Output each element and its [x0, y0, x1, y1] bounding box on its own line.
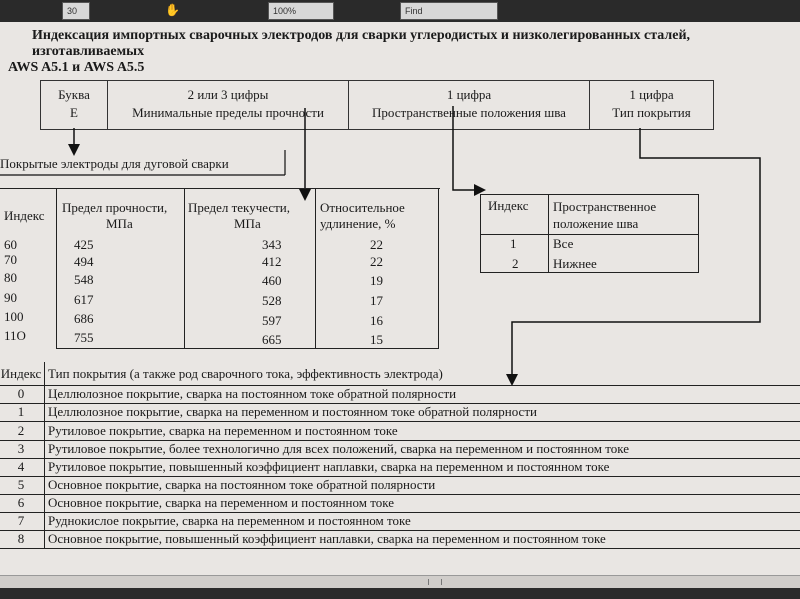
coating-cell-index: 7 — [17, 513, 25, 528]
grid-line — [315, 188, 316, 348]
strength-cell-tensile: 617 — [74, 292, 94, 307]
strength-header-yield: Предел текучести, — [188, 200, 290, 215]
coating-cell-index: 1 — [17, 404, 25, 419]
strength-cell-index: 100 — [4, 309, 24, 324]
coating-cell-desc: Целлюлозное покрытие, сварка на постоянном токе обратной полярности — [48, 386, 457, 401]
strength-cell-tensile: 494 — [74, 254, 94, 269]
coating-cell-desc: Руднокислое покрытие, сварка на переменном и постоянном токе — [48, 513, 411, 528]
coating-cell-desc: Рутиловое покрытие, сварка на переменном и постоянном токе — [48, 423, 398, 438]
scheme-cell-bottom: E — [70, 105, 78, 120]
coating-cell-index: 3 — [17, 441, 25, 456]
coating-row — [0, 441, 800, 459]
scheme-cell-top: Буква — [58, 87, 90, 102]
strength-cell-yield: 343 — [262, 237, 282, 252]
strength-cell-index: 11O — [4, 328, 26, 343]
arrow-coating — [512, 128, 760, 380]
strength-cell-index: 90 — [4, 290, 17, 305]
grid-line — [480, 194, 698, 195]
grid-line — [56, 348, 439, 349]
horizontal-scrollbar[interactable] — [0, 575, 800, 588]
position-header-value-2: положение шва — [553, 216, 639, 231]
scheme-cell-bottom: Минимальные пределы прочности — [132, 105, 324, 120]
title-line-2: AWS A5.1 и AWS A5.5 — [8, 60, 145, 75]
strength-cell-elongation: 19 — [370, 273, 383, 288]
grid-line — [480, 234, 698, 235]
strength-header-tensile: Предел прочности, — [62, 200, 168, 215]
grid-line — [438, 188, 439, 348]
strength-cell-elongation: 15 — [370, 332, 383, 347]
coating-row — [0, 495, 800, 513]
coating-row — [0, 423, 800, 441]
coating-row — [0, 386, 800, 404]
coating-row — [0, 477, 800, 495]
hand-tool-icon[interactable]: ✋ — [165, 3, 180, 17]
coating-cell-desc: Основное покрытие, сварка на постоянном токе обратной полярности — [48, 477, 436, 492]
strength-cell-elongation: 22 — [370, 237, 383, 252]
coating-cell-index: 0 — [17, 386, 25, 401]
strength-header-elongation: Относительное — [320, 200, 405, 215]
coating-cell-index: 5 — [17, 477, 25, 492]
coating-row — [0, 459, 800, 477]
zoom-field[interactable]: 100% — [268, 2, 334, 20]
coating-cell-desc: Рутиловое покрытие, более технологично для всех положений, сварка на переменном и постоянном токе — [48, 441, 630, 456]
position-header-value: Пространственное — [553, 199, 657, 214]
grid-line — [56, 188, 57, 348]
title-line-1: Индексация импортных сварочных электродов для сварки углеродистых и низколегированных сталей, изготавливаемых — [32, 28, 691, 59]
strength-cell-tensile: 425 — [74, 237, 94, 252]
grid-line — [184, 188, 185, 348]
scheme-cell-top: 1 цифра — [446, 87, 492, 102]
position-header-index: Индекс — [488, 198, 529, 213]
arrow-position — [453, 106, 480, 190]
coating-header-desc: Тип покрытия (а также род сварочного тока, эффективность электрода) — [48, 366, 443, 381]
position-cell-index: 1 — [510, 236, 517, 251]
find-input[interactable]: Find — [400, 2, 498, 20]
coating-row — [0, 531, 800, 549]
electrodes-label: Покрытые электроды для дуговой сварки — [0, 156, 229, 171]
position-cell-value: Нижнее — [553, 256, 597, 271]
grid-line — [548, 194, 549, 273]
coating-cell-index: 2 — [17, 423, 25, 438]
page-number-field[interactable]: 30 — [62, 2, 90, 20]
strength-cell-elongation: 16 — [370, 313, 383, 328]
strength-cell-index: 70 — [4, 252, 17, 267]
position-cell-value: Все — [553, 236, 574, 251]
scheme-cell-bottom: Тип покрытия — [612, 105, 691, 120]
grid-line — [480, 194, 481, 273]
scheme-cell-bottom: Пространственные положения шва — [372, 105, 566, 120]
grid-line — [480, 272, 698, 273]
taskbar — [0, 588, 800, 599]
scheme-cell-top: 1 цифра — [629, 87, 674, 102]
coating-row — [0, 513, 800, 531]
scheme-cell-top: 2 или 3 цифры — [187, 87, 269, 102]
strength-cell-elongation: 17 — [370, 293, 383, 308]
strength-cell-tensile: 755 — [74, 330, 94, 345]
coating-cell-desc: Основное покрытие, сварка на переменном и постоянном токе — [48, 495, 394, 510]
strength-header-tensile-unit: МПа — [106, 216, 133, 231]
position-cell-index: 2 — [512, 256, 519, 271]
strength-cell-yield: 597 — [262, 313, 282, 328]
coating-cell-index: 8 — [17, 531, 25, 546]
coating-cell-desc: Рутиловое покрытие, повышенный коэффициент наплавки, сварка на переменном и постоянном токе — [48, 459, 610, 474]
grid-line — [0, 188, 440, 189]
coating-row — [0, 404, 800, 422]
coating-cell-desc: Основное покрытие, повышенный коэффициент наплавки, сварка на переменном и постоянном токе — [48, 531, 606, 546]
strength-cell-tensile: 686 — [74, 311, 94, 326]
strength-cell-yield: 460 — [262, 273, 282, 288]
coating-cell-desc: Целлюлозное покрытие, сварка на переменном и постоянном токе обратной полярности — [48, 404, 537, 419]
coating-header-row — [0, 366, 800, 384]
scrollbar-thumb-grip[interactable] — [428, 579, 442, 585]
strength-header-elongation-unit: удлинение, % — [320, 216, 396, 231]
strength-cell-yield: 412 — [262, 254, 282, 269]
coating-header-index: Индекс — [0, 366, 42, 381]
strength-header-index: Индекс — [4, 208, 45, 223]
strength-header-yield-unit: МПа — [234, 216, 261, 231]
strength-cell-index: 80 — [4, 270, 17, 285]
strength-cell-index: 60 — [4, 237, 17, 252]
strength-cell-yield: 528 — [262, 293, 282, 308]
coating-cell-index: 6 — [17, 495, 25, 510]
strength-cell-yield: 665 — [262, 332, 282, 347]
grid-line — [698, 194, 699, 273]
coating-cell-index: 4 — [17, 459, 25, 474]
strength-cell-tensile: 548 — [74, 272, 94, 287]
strength-cell-elongation: 22 — [370, 254, 383, 269]
